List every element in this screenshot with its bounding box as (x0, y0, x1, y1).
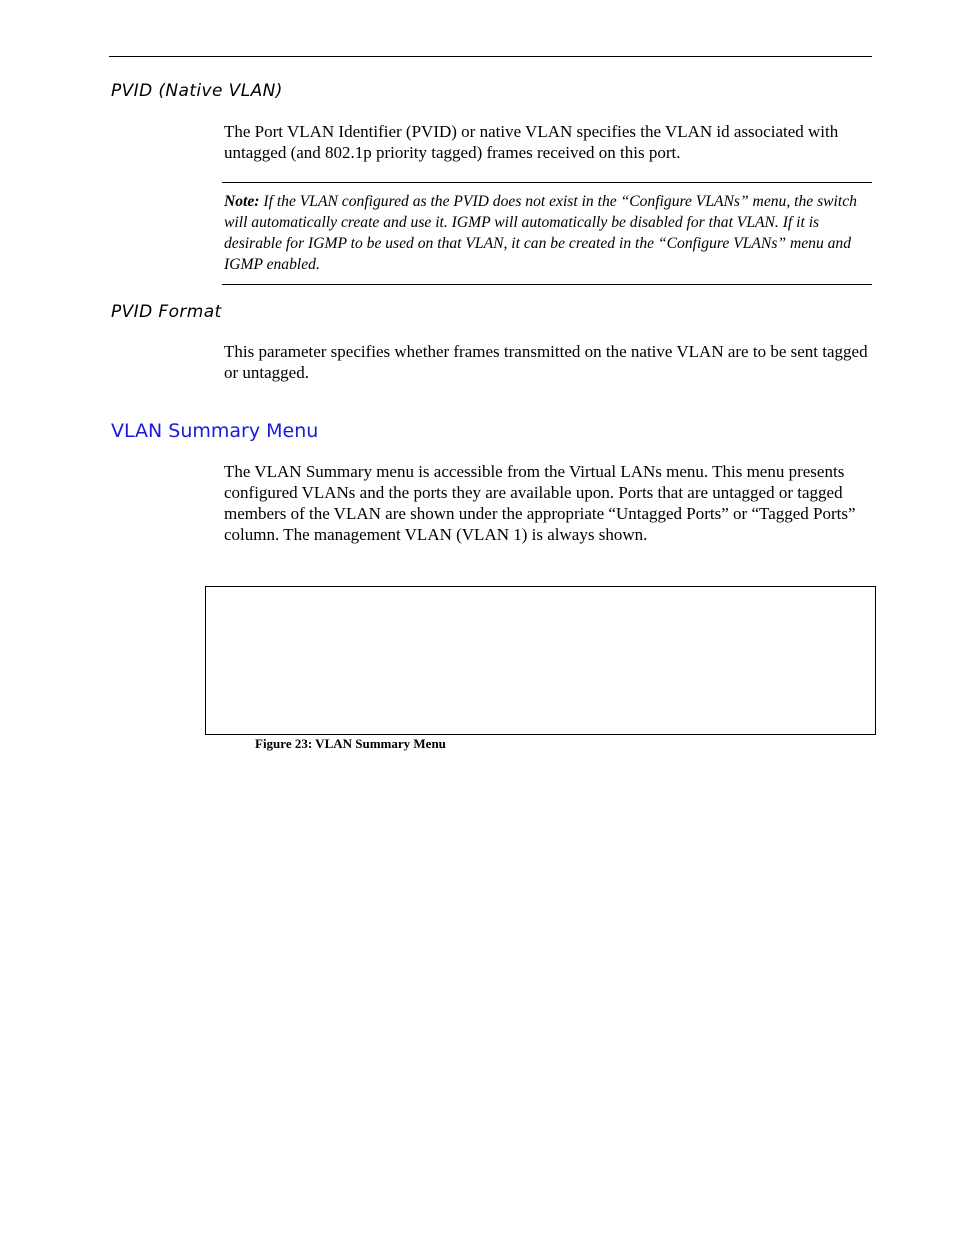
note-label: Note: (224, 193, 260, 210)
vlan-summary-paragraph: The VLAN Summary menu is accessible from the Virtual LANs menu. This menu presents configured VLANs and the ports they are available upon. Ports that are untagged or tagged members of the VLAN are shown under the appropriate “Untagged Ports” or “Tagged Ports” column. The management VLAN (VLAN 1) is always shown. (224, 462, 856, 544)
note-box (222, 182, 872, 285)
note-text (224, 191, 872, 275)
note-body: If the VLAN configured as the PVID does not exist in the “Configure VLANs” menu, the switch will automatically create and use it. IGMP will automatically be disabled for that VLAN. If it is desirable for IGMP to be used on that VLAN, it can be created in the “Configure VLANs” menu and IGMP enabled. (224, 193, 857, 273)
pvid-format-paragraph: This parameter specifies whether frames transmitted on the native VLAN are to be sent tagged or untagged. (224, 342, 868, 382)
vlan-summary-heading: VLAN Summary Menu (111, 420, 319, 442)
figure-caption: Figure 23: VLAN Summary Menu (255, 736, 446, 751)
pvid-format-heading: PVID Format (111, 302, 222, 322)
pvid-native-heading: PVID (Native VLAN) (111, 81, 283, 101)
pvid-native-paragraph: The Port VLAN Identifier (PVID) or native VLAN specifies the VLAN id associated with untagged (and 802.1p priority tagged) frames received on this port. (224, 122, 839, 162)
figure-frame (205, 586, 876, 735)
header-rule (109, 56, 872, 57)
